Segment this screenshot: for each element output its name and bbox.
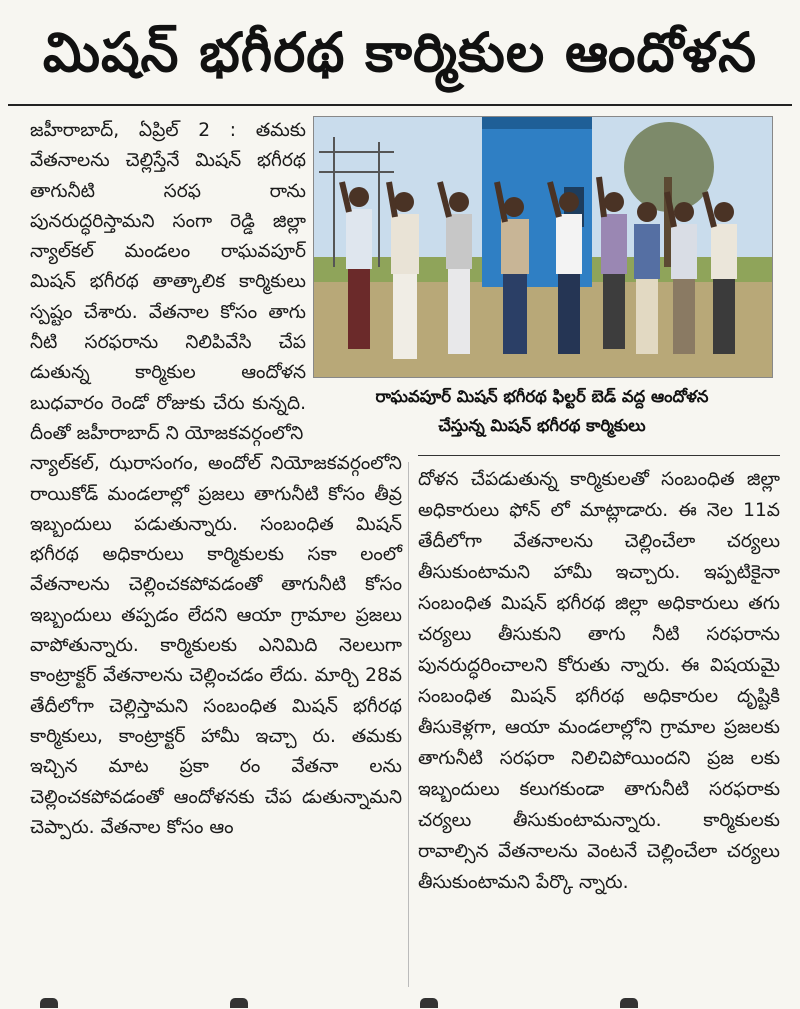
headline-rule bbox=[8, 104, 792, 106]
headline: మిషన్ భగీరథ కార్మికుల ఆందోళన bbox=[42, 21, 758, 84]
article-column-left bbox=[30, 116, 410, 843]
article-text-left-lower: న్యాల్‌కల్, ఝరాసంగం, అందోల్ నియోజకవర్గంలోని రాయికోడ్ మండలాల్లో ప్రజలు తాగునీటి కోసం తీవ్ర ఇబ్బందులు పడుతున్నారు. సంబంధిత మిషన్ భగీరథ అధికారులు కార్మికులకు సకా లంలో వేతనాలను చెల్లించకపోవడంతో తాగునీటి కోసం ఇబ్బందులు తప్పడం లేదని ఆయా గ్రామాల ప్రజలు వాపోతున్నారు. కార్మికులకు ఎనిమిది నెలలుగా కాంట్రాక్టర్ వేతనాలను చెల్లించడం లేదు. మార్చి 28వ తేదీలోగా చెల్లిస్తామని సంబంధిత మిషన్ భగీరథ కార్మికులు, కాంట్రాక్టర్ హామీ ఇచ్చా రు. తమకు ఇచ్చిన మాట ప్రకా రం వేతనా లను చెల్లించకపోవడంతో ఆందోళనకు చేప డుతున్నామని చెప్పారు. వేతనాల కోసం ఆం bbox=[30, 453, 402, 838]
caption-line-2: చేస్తున్న మిషన్ భగీరథ కార్మికులు bbox=[438, 416, 646, 435]
caption-rule bbox=[418, 455, 780, 456]
article-text-right: దోళన చేపడుతున్న కార్మికులతో సంబంధిత జిల్లా అధికారులు ఫోన్ లో మాట్లాడారు. ఈ నెల 11వ తేదీలోగా వేతనాలను చెల్లించేలా చర్యలు తీసుకుంటామని హామీ ఇచ్చారు. ఇప్పటికైనా సంబంధిత మిషన్ భగీరథ జిల్లా అధికారులు తగు చర్యలు తీసుకుని తాగు నీటి సరఫరాను పునరుద్ధరించాలని కోరుతు న్నారు. ఈ విషయమై సంబంధిత మిషన్ భగీరథ అధికారుల దృష్టికి తీసుకెళ్లగా, ఆయా మండలాల్లోని గ్రామాల ప్రజలకు తాగునీటి సరఫరా నిలిచిపోయిందని ప్రజ లకు ఇబ్బందులు కలుగకుండా తాగునీటి సరఫరాకు చర్యలు తీసుకుంటామన్నారు. కార్మికులకు రావాల్సిన వేతనాలను వెంటనే చెల్లించేలా చర్యలు తీసుకుంటామని పేర్కొ న్నారు. bbox=[418, 469, 780, 893]
column-divider bbox=[408, 462, 409, 987]
caption-line-1: రాఘవపూర్ మిషన్ భగీరథ ఫిల్టర్ బెడ్ వద్ద ఆందోళన bbox=[375, 387, 709, 406]
next-article-edge bbox=[0, 996, 800, 1009]
article-column-right bbox=[418, 464, 780, 898]
article-text-left-upper: జహీరాబాద్, ఏప్రిల్ 2 : తమకు వేతనాలను చెల్లిస్తేనే మిషన్ భగీరథ తాగునీటి సరఫ రాను పునరుద్ధరిస్తామని సంగా రెడ్డి జిల్లా న్యాల్‌కల్ మండలం రాఘవపూర్ మిషన్ భగీరథ తాత్కాలిక కార్మికులు స్పష్టం చేశారు. వేతనాల కోసం తాగు నీటి సరఫరాను నిలిపివేసి చేప డుతున్న కార్మికుల ఆందోళన బుధవారం రెండో రోజుకు చేరు కున్నది. దీంతో జహీరాబాద్ ని యోజకవర్గంలోని bbox=[30, 120, 306, 444]
